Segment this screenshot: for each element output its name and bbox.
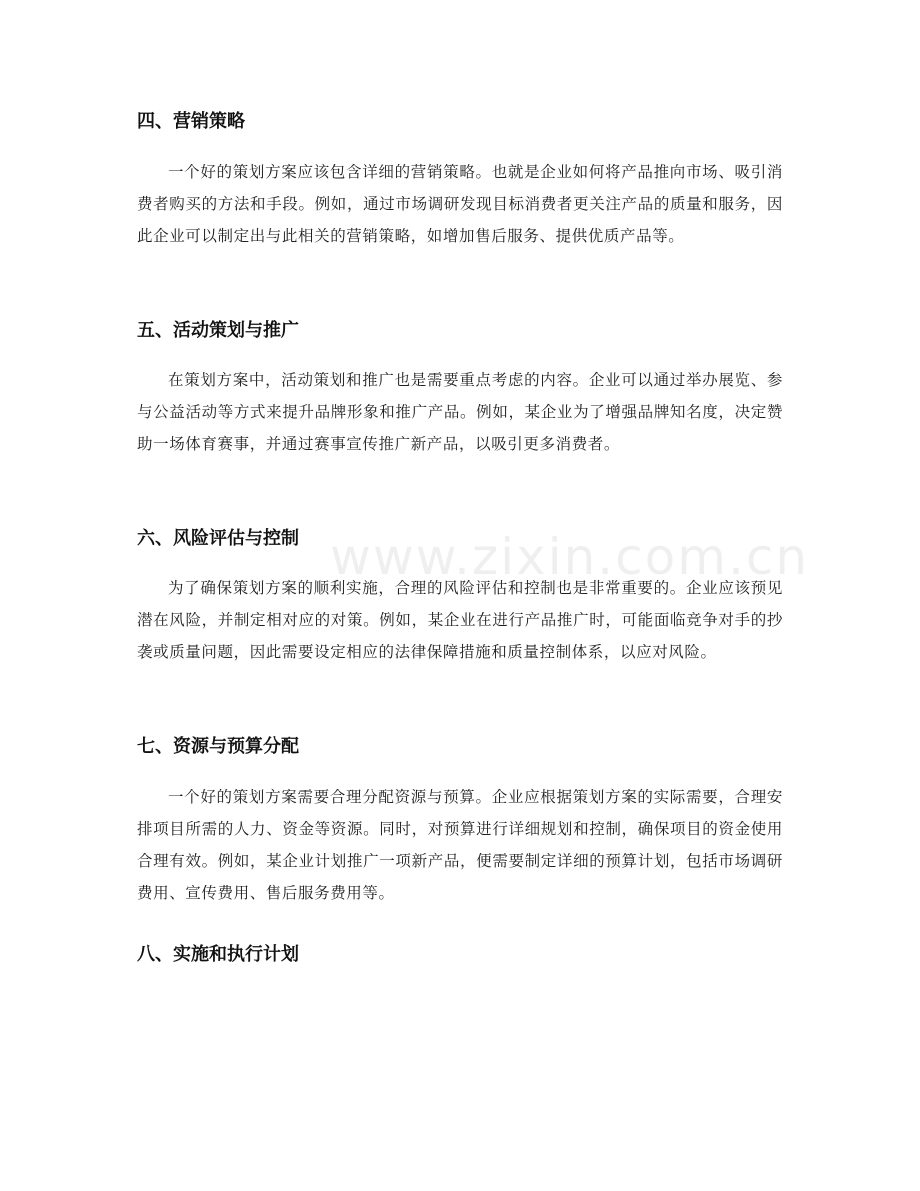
watermark: www.zixin.com.cn (330, 528, 810, 586)
section-heading-risk: 六、风险评估与控制 (137, 528, 299, 549)
section-paragraph-budget: 一个好的策划方案需要合理分配资源与预算。企业应根据策划方案的实际需要，合理安排项目所需的人力、资金等资源。同时，对预算进行详细规划和控制，确保项目的资金使用合理有效。例如，某企业计划推广一项新产品，便需要制定详细的预算计划，包括市场调研费用、宣传费用、售后服务费用等。 (137, 788, 783, 902)
section-heading-promotion: 五、活动策划与推广 (137, 320, 299, 341)
section-paragraph-marketing: 一个好的策划方案应该包含详细的营销策略。也就是企业如何将产品推向市场、吸引消费者购买的方法和手段。例如，通过市场调研发现目标消费者更关注产品的质量和服务，因此企业可以制定出与此相关的营销策略，如增加售后服务、提供优质产品等。 (137, 163, 783, 245)
section-paragraph-risk: 为了确保策划方案的顺利实施，合理的风险评估和控制也是非常重要的。企业应该预见潜在风险，并制定相对应的对策。例如，某企业在进行产品推广时，可能面临竞争对手的抄袭或质量问题，因此需要设定相应的法律保障措施和质量控制体系，以应对风险。 (137, 579, 783, 661)
section-paragraph-promotion: 在策划方案中，活动策划和推广也是需要重点考虑的内容。企业可以通过举办展览、参与公益活动等方式来提升品牌形象和推广产品。例如，某企业为了增强品牌知名度，决定赞助一场体育赛事，并通过赛事宣传推广新产品，以吸引更多消费者。 (137, 371, 783, 453)
section-heading-marketing: 四、营销策略 (137, 111, 245, 132)
section-heading-budget: 七、资源与预算分配 (137, 736, 299, 757)
section-heading-execution: 八、实施和执行计划 (137, 944, 299, 965)
